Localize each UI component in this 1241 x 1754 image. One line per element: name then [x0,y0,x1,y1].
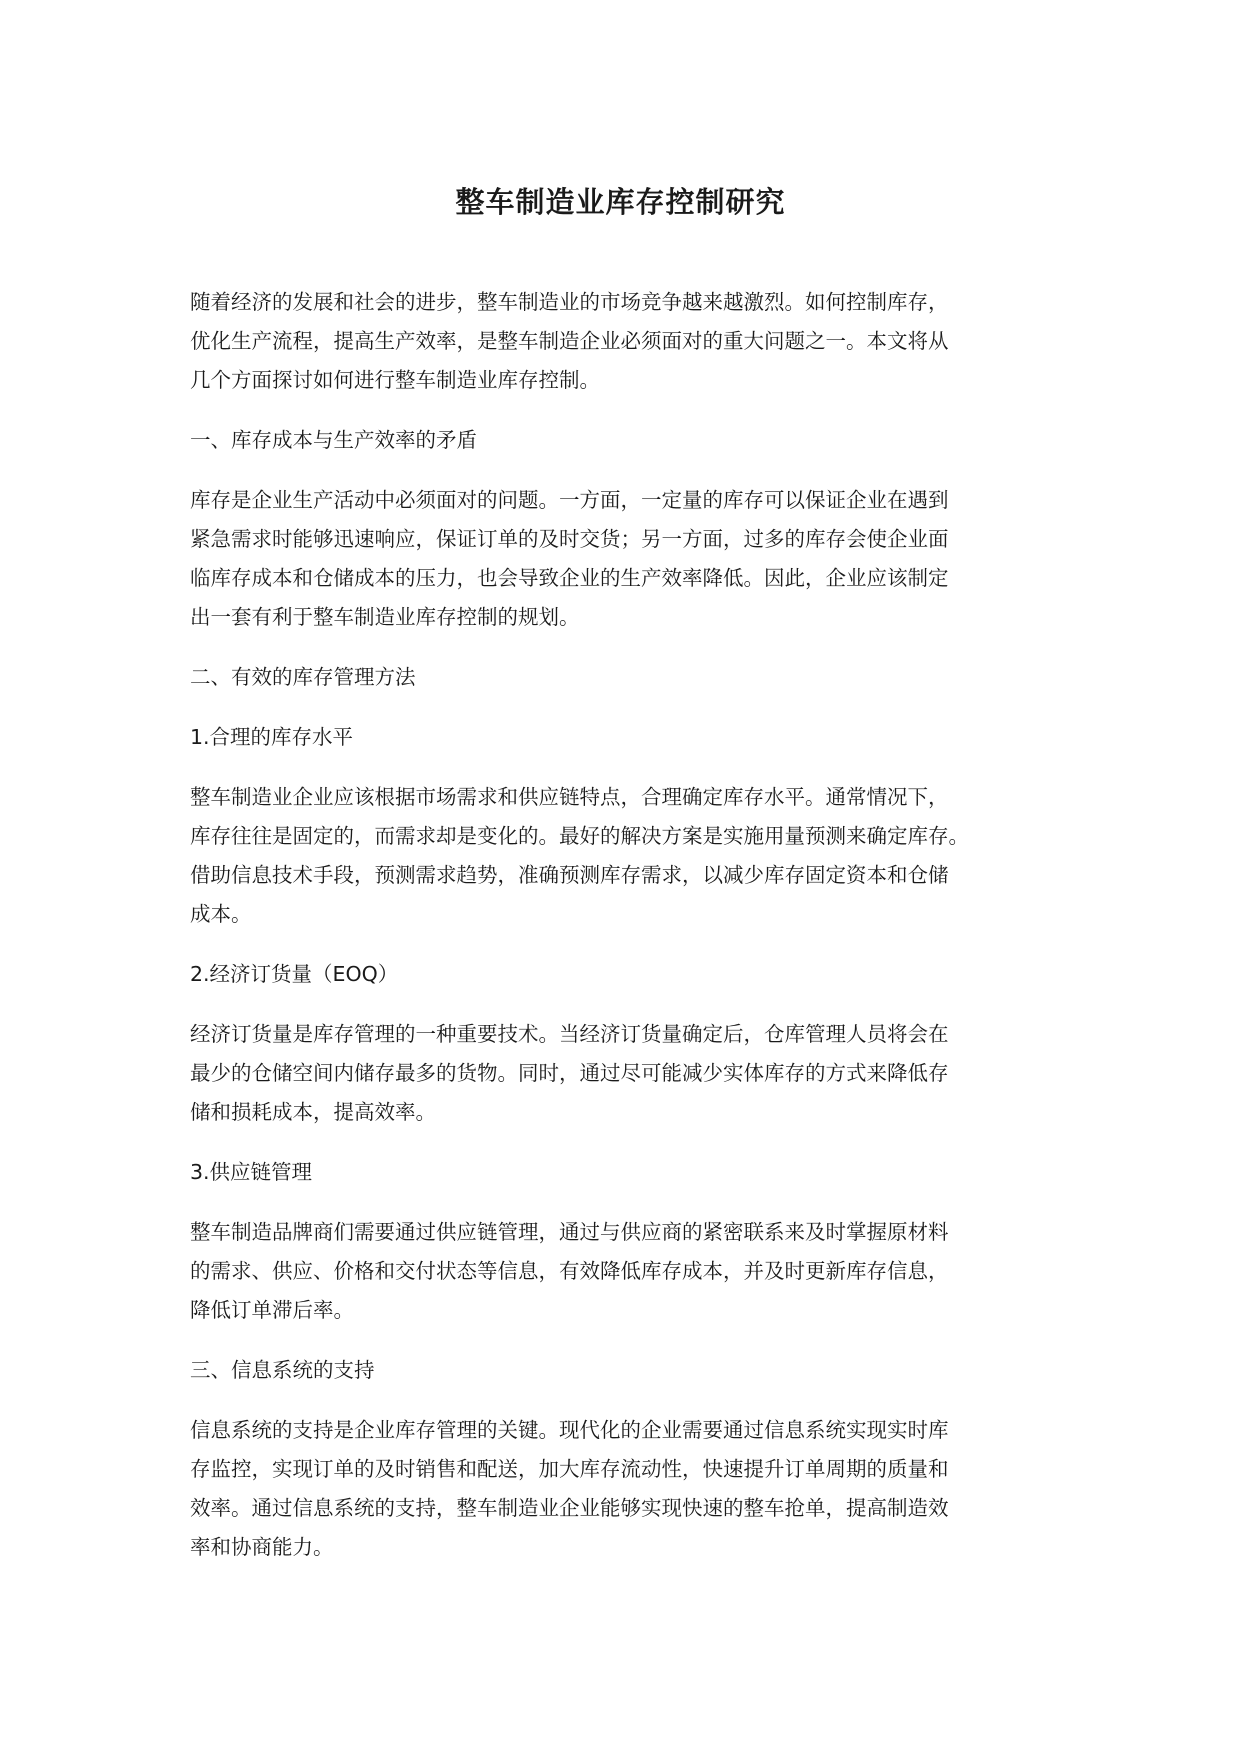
paragraph-line: 经济订货量是库存管理的一种重要技术。当经济订货量确定后，仓库管理人员将会在 [190,1022,949,1046]
paragraph-line: 率和协商能力。 [190,1535,334,1559]
paragraph-line: 库存往往是固定的，而需求却是变化的。最好的解决方案是实施用量预测来确定库存。 [190,824,969,848]
paragraph-line: 优化生产流程，提高生产效率，是整车制造企业必须面对的重大问题之一。本文将从 [190,329,949,353]
paragraph [190,283,1090,400]
paragraph-line: 整车制造业企业应该根据市场需求和供应链特点，合理确定库存水平。通常情况下， [190,785,949,809]
paragraph [190,1015,1090,1132]
section-heading: 二、有效的库存管理方法 [190,665,416,689]
paragraph-line: 随着经济的发展和社会的进步，整车制造业的市场竞争越来越激烈。如何控制库存， [190,290,949,314]
paragraph [190,1213,1090,1330]
section-heading: 2.经济订货量（EOQ） [190,962,399,986]
paragraph-line: 紧急需求时能够迅速响应，保证订单的及时交货；另一方面，过多的库存会使企业面 [190,527,949,551]
section-heading: 3.供应链管理 [190,1160,313,1184]
paragraph-line: 最少的仓储空间内储存最多的货物。同时，通过尽可能减少实体库存的方式来降低存 [190,1061,949,1085]
paragraph-line: 出一套有利于整车制造业库存控制的规划。 [190,605,580,629]
paragraph-line: 效率。通过信息系统的支持，整车制造业企业能够实现快速的整车抢单，提高制造效 [190,1496,949,1520]
document-title: 整车制造业库存控制研究 [455,185,786,219]
paragraph-line: 成本。 [190,902,252,926]
paragraph-line: 整车制造品牌商们需要通过供应链管理，通过与供应商的紧密联系来及时掌握原材料 [190,1220,949,1244]
paragraph-line: 存监控，实现订单的及时销售和配送，加大库存流动性，快速提升订单周期的质量和 [190,1457,949,1481]
paragraph-line: 临库存成本和仓储成本的压力，也会导致企业的生产效率降低。因此，企业应该制定 [190,566,949,590]
paragraph [190,778,1090,934]
paragraph [190,481,1090,637]
document-body [190,283,1090,1588]
paragraph-line: 的需求、供应、价格和交付状态等信息，有效降低库存成本，并及时更新库存信息， [190,1259,949,1283]
paragraph-line: 降低订单滞后率。 [190,1298,354,1322]
paragraph-line: 信息系统的支持是企业库存管理的关键。现代化的企业需要通过信息系统实现实时库 [190,1418,949,1442]
section-heading: 三、信息系统的支持 [190,1358,375,1382]
paragraph-line: 储和损耗成本，提高效率。 [190,1100,436,1124]
paragraph [190,1411,1090,1567]
paragraph-line: 库存是企业生产活动中必须面对的问题。一方面，一定量的库存可以保证企业在遇到 [190,488,949,512]
paragraph-line: 借助信息技术手段，预测需求趋势，准确预测库存需求，以减少库存固定资本和仓储 [190,863,949,887]
section-heading: 1.合理的库存水平 [190,725,354,749]
paragraph-line: 几个方面探讨如何进行整车制造业库存控制。 [190,368,600,392]
section-heading: 一、库存成本与生产效率的矛盾 [190,428,477,452]
